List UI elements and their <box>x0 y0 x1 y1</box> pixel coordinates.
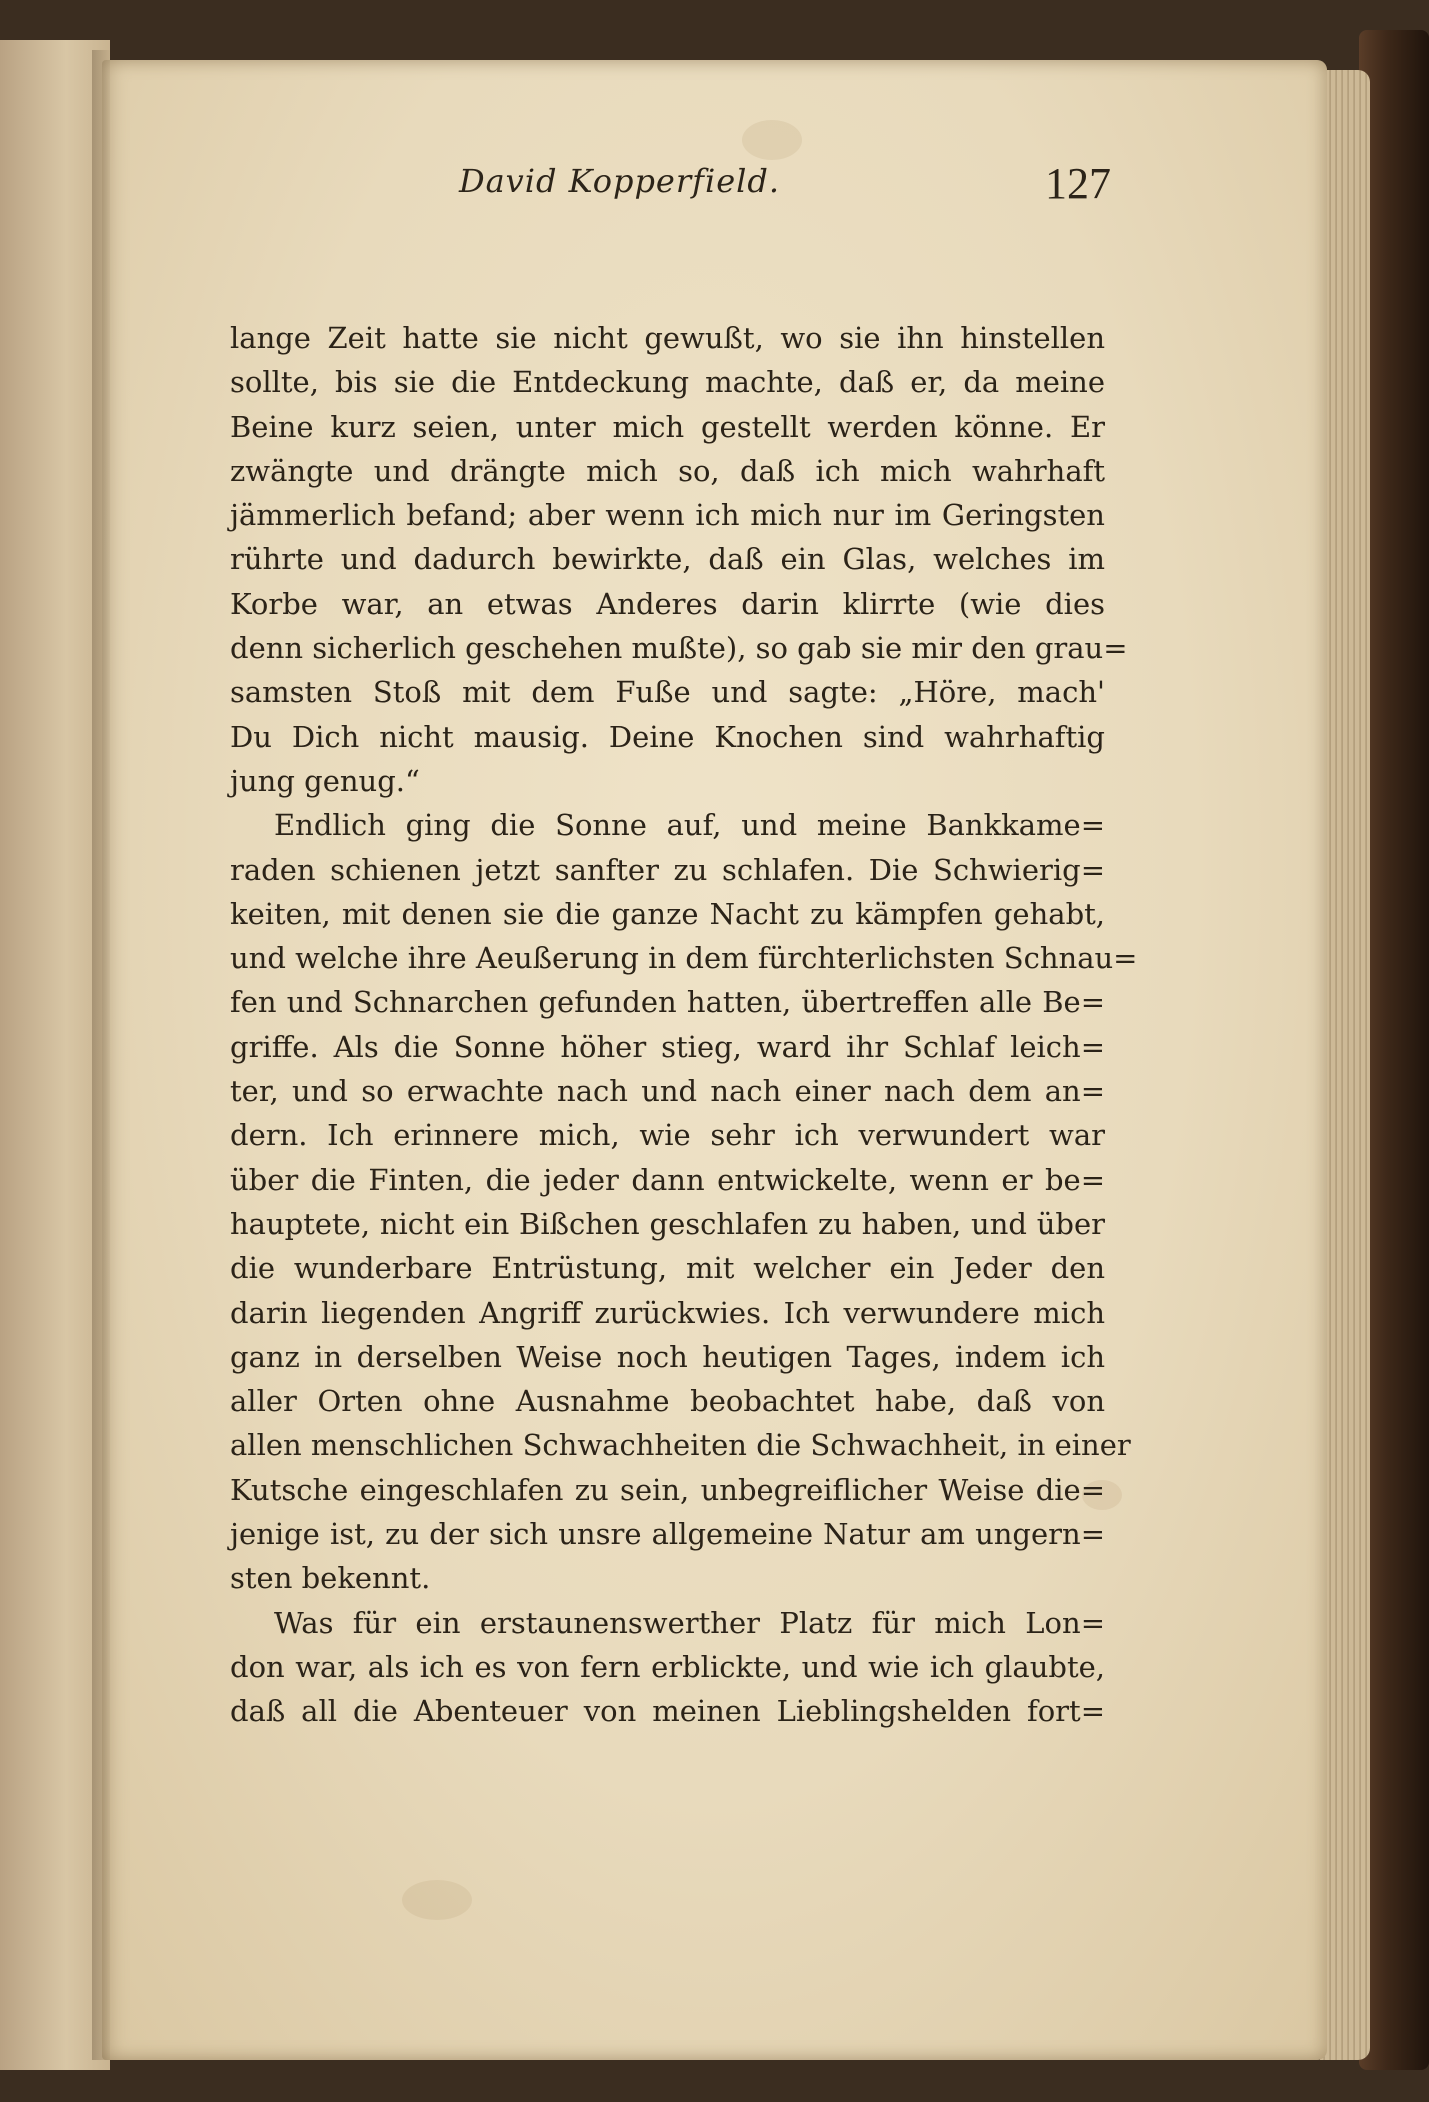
page-stack-edges <box>1320 70 1370 2060</box>
text-line: die wunderbare Entrüstung, mit welcher ein Jeder den <box>230 1251 1105 1286</box>
text-line: daß all die Abenteuer von meinen Lieblingshelden fort= <box>230 1694 1105 1729</box>
text-line: dern. Ich erinnere mich, wie sehr ich verwundert war <box>230 1118 1105 1153</box>
text-line: rührte und dadurch bewirkte, daß ein Glas, welches im <box>230 542 1105 577</box>
text-line: aller Orten ohne Ausnahme beobachtet habe, daß von <box>230 1384 1105 1419</box>
text-line: über die Finten, die jeder dann entwickelte, wenn er be= <box>230 1162 1105 1197</box>
paragraph <box>230 1601 1105 1734</box>
body-text <box>230 316 1138 1734</box>
text-line: Kutsche eingeschlafen zu sein, unbegreiflicher Weise die= <box>230 1472 1105 1507</box>
text-line: samsten Stoß mit dem Fuße und sagte: „Höre, mach' <box>230 675 1105 710</box>
text-line: Beine kurz seien, unter mich gestellt werden könne. Er <box>230 409 1105 444</box>
text-line: Du Dich nicht mausig. Deine Knochen sind wahrhaftig <box>230 719 1105 754</box>
text-line: zwängte und drängte mich so, daß ich mich wahrhaft <box>230 453 1105 488</box>
text-line: jämmerlich befand; aber wenn ich mich nur im Geringsten <box>230 498 1105 533</box>
text-line: Endlich ging die Sonne auf, und meine Bankkame= <box>274 808 1105 843</box>
text-line: hauptete, nicht ein Bißchen geschlafen zu haben, und über <box>230 1206 1105 1241</box>
page-number: 127 <box>1045 159 1111 208</box>
text-line: Was für ein erstaunenswerther Platz für mich Lon= <box>274 1605 1105 1640</box>
text-line: denn sicherlich geschehen mußte), so gab sie mir den grau= <box>230 631 1128 666</box>
text-line: darin liegenden Angriff zurückwies. Ich verwundere mich <box>230 1295 1105 1330</box>
text-line: raden schienen jetzt sanfter zu schlafen. Die Schwierig= <box>230 852 1105 887</box>
text-line: jenige ist, zu der sich unsre allgemeine Natur am ungern= <box>230 1517 1105 1552</box>
text-line: Korbe war, an etwas Anderes darin klirrte (wie dies <box>230 586 1105 621</box>
text-line: fen und Schnarchen gefunden hatten, übertreffen alle Be= <box>230 985 1105 1020</box>
text-line: allen menschlichen Schwachheiten die Schwachheit, in einer <box>230 1428 1131 1463</box>
page-header <box>128 158 1111 228</box>
text-line: ter, und so erwachte nach und nach einer nach dem an= <box>230 1074 1105 1109</box>
paragraph <box>230 803 1138 1600</box>
text-line: ganz in derselben Weise noch heutigen Tages, indem ich <box>230 1339 1105 1374</box>
book-gutter <box>92 50 110 2060</box>
text-line: don war, als ich es von fern erblickte, und wie ich glaubte, <box>230 1649 1105 1684</box>
text-line: sollte, bis sie die Entdeckung machte, daß er, da meine <box>230 365 1105 400</box>
running-title: David Kopperfield. <box>458 162 781 200</box>
text-line: griffe. Als die Sonne höher stieg, ward ihr Schlaf leich= <box>230 1029 1105 1064</box>
paragraph <box>230 316 1128 803</box>
text-line: keiten, mit denen sie die ganze Nacht zu kämpfen gehabt, <box>230 896 1105 931</box>
text-line: sten bekennt. <box>230 1561 431 1596</box>
text-line: jung genug.“ <box>230 763 420 798</box>
text-line: lange Zeit hatte sie nicht gewußt, wo sie ihn hinstellen <box>230 321 1105 355</box>
text-line: und welche ihre Aeußerung in dem fürchterlichsten Schnau= <box>230 941 1138 976</box>
